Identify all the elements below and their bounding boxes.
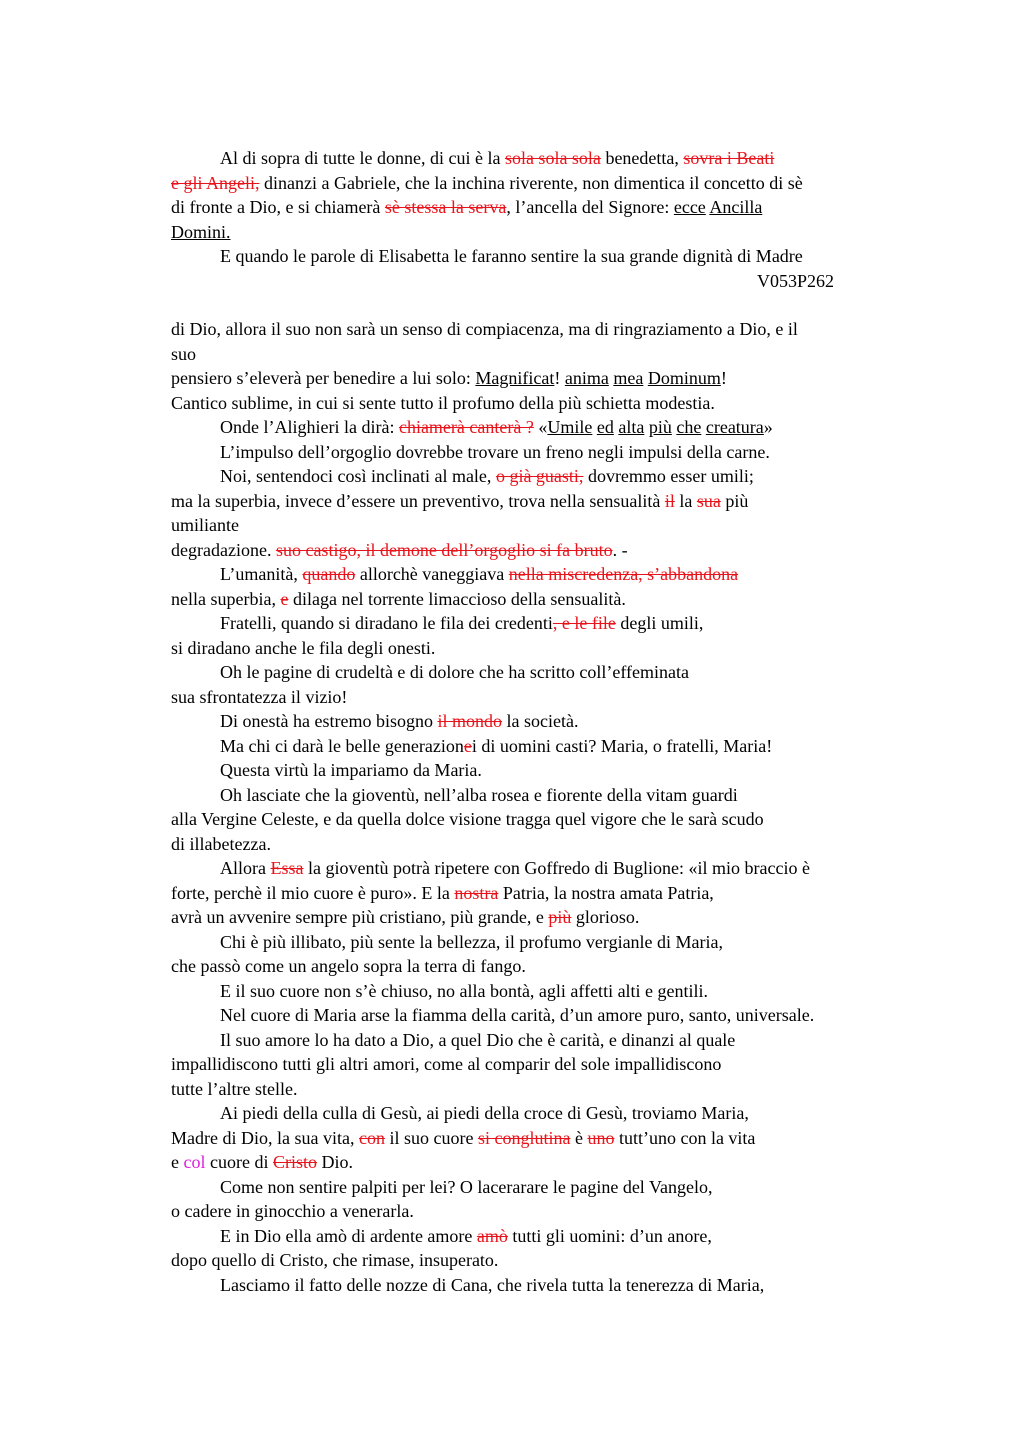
text-run: alla Vergine Celeste, e da quella dolce visione tragga quel vigore che le sarà scudo (171, 809, 764, 829)
text-line (171, 1200, 414, 1222)
underlined-text: Dominum (647, 368, 721, 388)
text-run: benedetta, (600, 148, 684, 168)
text-run: tutti gli uomini: d’un anore, (507, 1226, 712, 1246)
deleted-text: sè stessa la serva (384, 197, 507, 217)
text-run: di fronte a Dio, e si chiamerà (171, 197, 385, 217)
text-line (220, 931, 723, 953)
underlined-text: ed (596, 417, 614, 437)
text-line (220, 563, 738, 585)
underlined-text: alta (618, 417, 645, 437)
text-line (171, 808, 764, 830)
text-run: allorchè vaneggiava (355, 564, 509, 584)
text-run: , l’ancella del Signore: (506, 197, 674, 217)
text-run: E in Dio ella amò di ardente amore (220, 1226, 477, 1246)
text-run: più (720, 491, 749, 511)
text-run: Patria, la nostra amata Patria, (498, 883, 714, 903)
text-line (220, 759, 482, 781)
text-run: degradazione. (171, 540, 276, 560)
text-run: E quando le parole di Elisabetta le faranno sentire la sua grande dignità di Madre (220, 246, 803, 266)
deleted-text: e (280, 589, 289, 609)
text-run: E il suo cuore non s’è chiuso, no alla bontà, agli affetti alti e gentili. (220, 981, 709, 1001)
text-line (171, 686, 347, 708)
text-line (220, 710, 578, 732)
text-line (220, 147, 774, 169)
text-run: dinanzi a Gabriele, che la inchina riverente, non dimentica il concetto di sè (259, 173, 803, 193)
text-line (171, 172, 803, 194)
text-run: Fratelli, quando si diradano le fila dei credenti (220, 613, 553, 633)
underlined-text: Magnificat (475, 368, 555, 388)
text-run: Il suo amore lo ha dato a Dio, a quel Dio che è carità, e dinanzi al quale (220, 1030, 736, 1050)
text-line (220, 245, 803, 267)
deleted-text: nella miscredenza, s’abbandona (508, 564, 739, 584)
text-line (220, 1029, 735, 1051)
text-run: cuore di (205, 1152, 273, 1172)
text-line (171, 392, 715, 414)
text-line (171, 637, 435, 659)
deleted-text: il (664, 491, 675, 511)
text-run: si diradano anche le fila degli onesti. (171, 638, 436, 658)
text-run: tutt’uno con la vita (614, 1128, 756, 1148)
text-line (171, 514, 239, 536)
text-line (171, 955, 526, 977)
text-line (171, 1053, 721, 1075)
text-run: umiliante (171, 515, 239, 535)
text-run: dilaga nel torrente limaccioso della sensualità. (288, 589, 626, 609)
text-run: la società. (501, 711, 579, 731)
deleted-text: più (548, 907, 572, 927)
text-run: L’impulso dell’orgoglio dovrebbe trovare un freno negli impulsi della carne. (220, 442, 770, 462)
text-line (220, 784, 738, 806)
deleted-text: suo castigo, il demone dell’orgoglio si fa bruto (275, 540, 613, 560)
deleted-text: chiamerà canterà ? (398, 417, 534, 437)
text-line (220, 857, 810, 879)
text-line (220, 416, 773, 438)
text-run: Nel cuore di Maria arse la fiamma della carità, d’un amore puro, santo, universale. (220, 1005, 815, 1025)
text-run: sua sfrontatezza il vizio! (171, 687, 348, 707)
text-run: Ai piedi della culla di Gesù, ai piedi della croce di Gesù, troviamo Maria, (220, 1103, 749, 1123)
underlined-text: Umile (547, 417, 593, 437)
text-line (171, 221, 231, 243)
text-line (171, 1249, 498, 1271)
text-run: Noi, sentendoci così inclinati al male, (220, 466, 496, 486)
text-run: avrà un avvenire sempre più cristiano, più grande, e (171, 907, 549, 927)
text-line (171, 1078, 297, 1100)
deleted-text: e gli Angeli, (171, 173, 260, 193)
text-run: L’umanità, (220, 564, 303, 584)
text-line (220, 1102, 749, 1124)
text-line (171, 490, 748, 512)
text-run: Onde l’Alighieri la dirà: (220, 417, 399, 437)
text-run: pensiero s’eleverà per benedire a lui solo: (171, 368, 476, 388)
underlined-text: creatura (705, 417, 764, 437)
text-run: i di uomini casti? Maria, o fratelli, Maria! (471, 736, 773, 756)
text-run: dopo quello di Cristo, che rimase, insuperato. (171, 1250, 499, 1270)
deleted-text: amò (476, 1226, 508, 1246)
text-run: Cantico sublime, in cui si sente tutto il profumo della più schietta modestia. (171, 393, 715, 413)
underlined-text: anima (564, 368, 609, 388)
underlined-text: Ancilla (709, 197, 763, 217)
text-run: degli umili, (615, 613, 704, 633)
text-run: ! (554, 368, 565, 388)
deleted-text: , e le file (552, 613, 616, 633)
text-run: impallidiscono tutti gli altri amori, come al comparir del sole impallidiscono (171, 1054, 722, 1074)
text-run: « (533, 417, 548, 437)
page-reference: V053P262 (757, 271, 835, 291)
text-run: Chi è più illibato, più sente la bellezza, il profumo vergianle di Maria, (220, 932, 724, 952)
text-run: . - (612, 540, 628, 560)
text-line (171, 833, 271, 855)
text-run: o cadere in ginocchio a venerarla. (171, 1201, 414, 1221)
text-run: e (171, 1152, 184, 1172)
underlined-text: Domini. (171, 222, 231, 242)
text-run: Oh le pagine di crudeltà e di dolore che ha scritto coll’effeminata (220, 662, 689, 682)
text-run: dovremmo esser umili; (583, 466, 754, 486)
text-line (171, 196, 762, 218)
text-line (171, 1151, 353, 1173)
text-run: che passò come un angelo sopra la terra di fango. (171, 956, 526, 976)
inserted-text: col (183, 1152, 206, 1172)
text-run: Di onestà ha estremo bisogno (220, 711, 438, 731)
deleted-text: sola sola sola (504, 148, 601, 168)
text-line (220, 1176, 712, 1198)
text-line (220, 1225, 712, 1247)
text-run: Madre di Dio, la sua vita, (171, 1128, 359, 1148)
text-run: » (763, 417, 773, 437)
text-run: la gioventù potrà ripetere con Goffredo di Buglione: «il mio braccio è (303, 858, 810, 878)
deleted-text: o già guasti, (495, 466, 584, 486)
text-run: ma la superbia, invece d’essere un preventivo, trova nella sensualità (171, 491, 665, 511)
text-run: nella superbia, (171, 589, 281, 609)
deleted-text: sovra i Beati (683, 148, 775, 168)
text-run: glorioso. (571, 907, 640, 927)
deleted-text: Cristo (272, 1152, 317, 1172)
text-run: di illabetezza. (171, 834, 271, 854)
text-run: di Dio, allora il suo non sarà un senso di compiacenza, ma di ringraziamento a Dio, e il (171, 319, 798, 339)
text-line (220, 441, 770, 463)
deleted-text: quando (302, 564, 356, 584)
deleted-text: il mondo (437, 711, 502, 731)
text-line (171, 318, 798, 340)
text-line (220, 661, 689, 683)
text-line (171, 343, 196, 365)
text-line (220, 735, 772, 757)
text-line (171, 1127, 755, 1149)
deleted-text: Essa (270, 858, 304, 878)
text-run: la (674, 491, 697, 511)
text-run: ! (720, 368, 727, 388)
underlined-text: che (676, 417, 702, 437)
underlined-text: mea (613, 368, 644, 388)
text-run: Lasciamo il fatto delle nozze di Cana, che rivela tutta la tenerezza di Maria, (220, 1275, 765, 1295)
deleted-text: e (463, 736, 472, 756)
text-line (171, 906, 639, 928)
text-line (171, 588, 626, 610)
text-line (220, 612, 703, 634)
text-line (171, 539, 628, 561)
text-line (220, 980, 708, 1002)
deleted-text: con (358, 1128, 385, 1148)
text-run: il suo cuore (384, 1128, 478, 1148)
text-run: Allora (220, 858, 271, 878)
text-run: è (570, 1128, 588, 1148)
text-run: Al di sopra di tutte le donne, di cui è la (220, 148, 505, 168)
text-run: Questa virtù la impariamo da Maria. (220, 760, 482, 780)
text-line (220, 1004, 814, 1026)
text-line (220, 1274, 764, 1296)
text-run: tutte l’altre stelle. (171, 1079, 298, 1099)
deleted-text: nostra (454, 883, 499, 903)
deleted-text: sua (696, 491, 721, 511)
text-run: Ma chi ci darà le belle generazion (220, 736, 464, 756)
deleted-text: si conglutina (477, 1128, 571, 1148)
text-run: Come non sentire palpiti per lei? O lacerarare le pagine del Vangelo, (220, 1177, 713, 1197)
text-run: Dio. (317, 1152, 353, 1172)
underlined-text: ecce (673, 197, 706, 217)
text-line (171, 882, 714, 904)
underlined-text: più (648, 417, 672, 437)
text-run: suo (171, 344, 197, 364)
deleted-text: uno (587, 1128, 615, 1148)
text-run: forte, perchè il mio cuore è puro». E la (171, 883, 455, 903)
text-run: Oh lasciate che la gioventù, nell’alba rosea e fiorente della vitam guardi (220, 785, 738, 805)
text-line (171, 367, 727, 389)
text-line (220, 465, 754, 487)
